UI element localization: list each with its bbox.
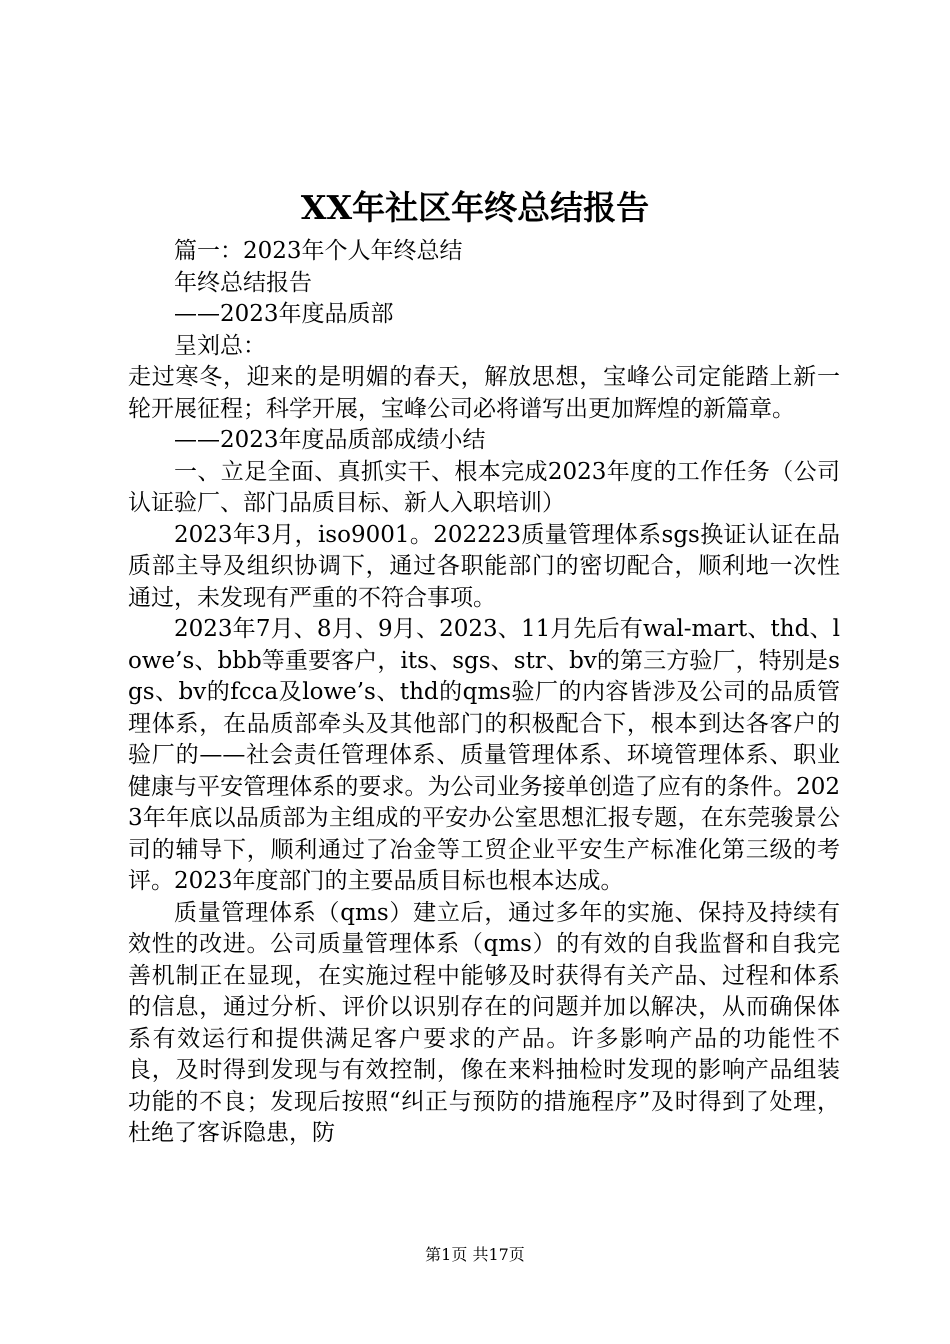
page-footer: 第1页 共17页 <box>425 1245 525 1264</box>
paragraph-intro: 走过寒冬，迎来的是明媚的春天，解放思想，宝峰公司定能踏上新一轮开展征程；科学开展，宝峰公司必将谱写出更加辉煌的新篇章。 <box>128 364 840 422</box>
paragraph-qms: 质量管理体系（qms）建立后，通过多年的实施、保持及持续有效性的改进。公司质量管理体系（qms）的有效的自我监督和自我完善机制正在显现，在实施过程中能够及时获得有关产品、过程和体系的信息，通过分析、评价以识别存在的问题并加以解决，从而确保体系有效运行和提供满足客户要求的产品。许多影响产品的功能性不良，及时得到发现与有效控制，像在来料抽检时发现的影响产品组装功能的不良；发现后按照“纠正与预防的措施程序”及时得到了处理，杜绝了客诉隐患，防 <box>128 899 840 1146</box>
paragraph-factory-audits: 2023年7月、8月、9月、2023、11月先后有wal-mart、thd、lowe’s、bbb等重要客户，its、sgs、str、bv的第三方验厂，特别是sgs、bv的fcca及lowe’s、thd的qms验厂的内容皆涉及公司的品质管理体系，在品质部牵头及其他部门的积极配合下，根本到达各客户的验厂的——社会责任管理体系、质量管理体系、环境管理体系、职业健康与平安管理体系的要求。为公司业务接单创造了应有的条件。2023年年底以品质部为主组成的平安办公室思想汇报专题，在东莞骏景公司的辅导下，顺利通过了冶金等工贸企业平安生产标准化第三级的考评。2023年度部门的主要品质目标也根本达成。 <box>128 616 840 894</box>
document-body <box>128 236 840 1150</box>
paragraph-department: ——2023年度品质部 <box>174 301 394 327</box>
paragraph-salutation: 呈刘总： <box>174 332 266 359</box>
paragraph-report-title: 年终总结报告 <box>174 269 312 296</box>
paragraph-summary-heading: ——2023年度品质部成绩小结 <box>174 427 486 453</box>
paragraph-section-heading: 篇一：2023年个人年终总结 <box>174 238 463 264</box>
paragraph-certification: 2023年3月，iso9001。202223质量管理体系sgs换证认证在品质部主导及组织协调下，通过各职能部门的密切配合，顺利地一次性通过，未发现有严重的不符合事项。 <box>128 521 840 611</box>
document-title: XX年社区年终总结报告 <box>300 188 650 227</box>
paragraph-item-one: 一、立足全面、真抓实干、根本完成2023年度的工作任务（公司认证验厂、部门品质目标、新人入职培训） <box>128 458 840 516</box>
